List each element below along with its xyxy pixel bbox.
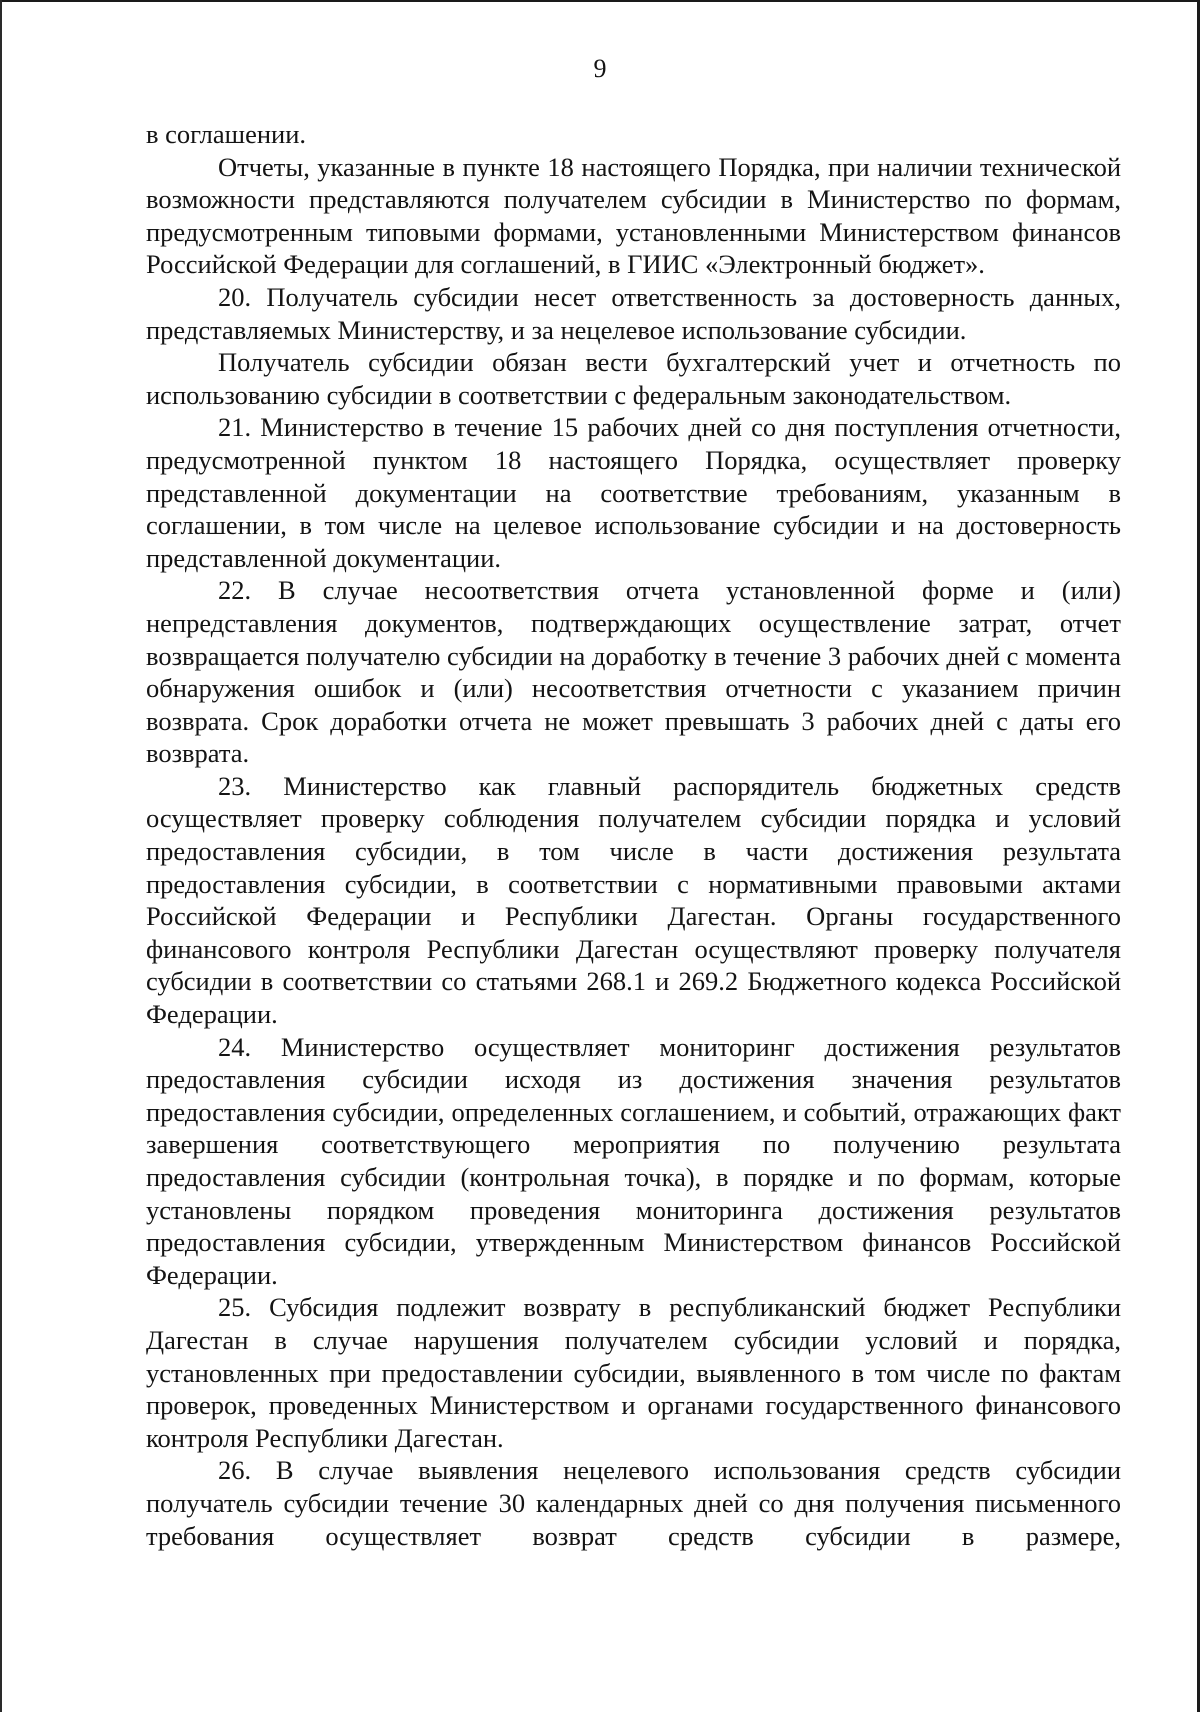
document-body (146, 118, 1121, 1552)
paragraph-accounting: Получатель субсидии обязан вести бухгалтерский учет и отчетность по использованию субсидии в соответствии с федеральным законодательством. (146, 347, 1121, 410)
paragraph-23: 23. Министерство как главный распорядитель бюджетных средств осуществляет проверку соблюдения получателем субсидии порядка и условий предоставления субсидии, в том числе в части достижения результата предоставления субсидии, в соответствии с нормативными правовыми актами Российской Федерации и Республики Дагестан. Органы государственного финансового контроля Республики Дагестан осуществляют проверку получателя субсидии в соответствии со статьями 268.1 и 269.2 Бюджетного кодекса Российской Федерации. (146, 770, 1121, 1030)
page-number: 9 (593, 54, 607, 83)
paragraph-25: 25. Субсидия подлежит возврату в республиканский бюджет Республики Дагестан в случае нарушения получателем субсидии условий и порядка, установленных при предоставлении субсидии, выявленного в том числе по фактам проверок, проведенных Министерством и органами государственного финансового контроля Республики Дагестан. (146, 1292, 1121, 1453)
paragraph-20: 20. Получатель субсидии несет ответственность за достоверность данных, представляемых Министерству, и за нецелевое использование субсидии. (146, 281, 1121, 345)
paragraph-continuation: в соглашении. (146, 119, 306, 149)
scan-border-top (0, 0, 1200, 2)
paragraph-22: 22. В случае несоответствия отчета установленной форме и (или) непредставления документов, подтверждающих осуществление затрат, отчет возвращается получателю субсидии на доработку в течение 3 рабочих дней с момента обнаружения ошибок и (или) несоответствия отчетности с указанием причин возврата. Срок доработки отчета не может превышать 3 рабочих дней с даты его возврата. (146, 575, 1121, 769)
paragraph-24: 24. Министерство осуществляет мониторинг достижения результатов предоставления субсидии исходя из достижения значения результатов предоставления субсидии, определенных соглашением, и событий, отражающих факт завершения соответствующего мероприятия по получению результата предоставления субсидии (контрольная точка), в порядке и по формам, которые установлены порядком проведения мониторинга достижения результатов предоставления субсидии, утвержденным Министерством финансов Российской Федерации. (146, 1031, 1121, 1290)
paragraph-reports: Отчеты, указанные в пункте 18 настоящего Порядка, при наличии технической возможности представляются получателем субсидии в Министерство по формам, предусмотренным типовыми формами, установленными Министерством финансов Российской Федерации для соглашений, в ГИИС «Электронный бюджет». (146, 151, 1121, 280)
paragraph-21: 21. Министерство в течение 15 рабочих дней со дня поступления отчетности, предусмотренной пунктом 18 настоящего Порядка, осуществляет проверку представленной документации на соответствие требованиям, указанным в соглашении, в том числе на целевое использование субсидии и на достоверность представленной документации. (146, 412, 1121, 573)
scan-border-left (0, 0, 2, 1712)
paragraph-26: 26. В случае выявления нецелевого использования средств субсидии получатель субсидии течение 30 календарных дней со дня получения письменного требования осуществляет возврат средств субсидии в размере, (146, 1455, 1121, 1551)
